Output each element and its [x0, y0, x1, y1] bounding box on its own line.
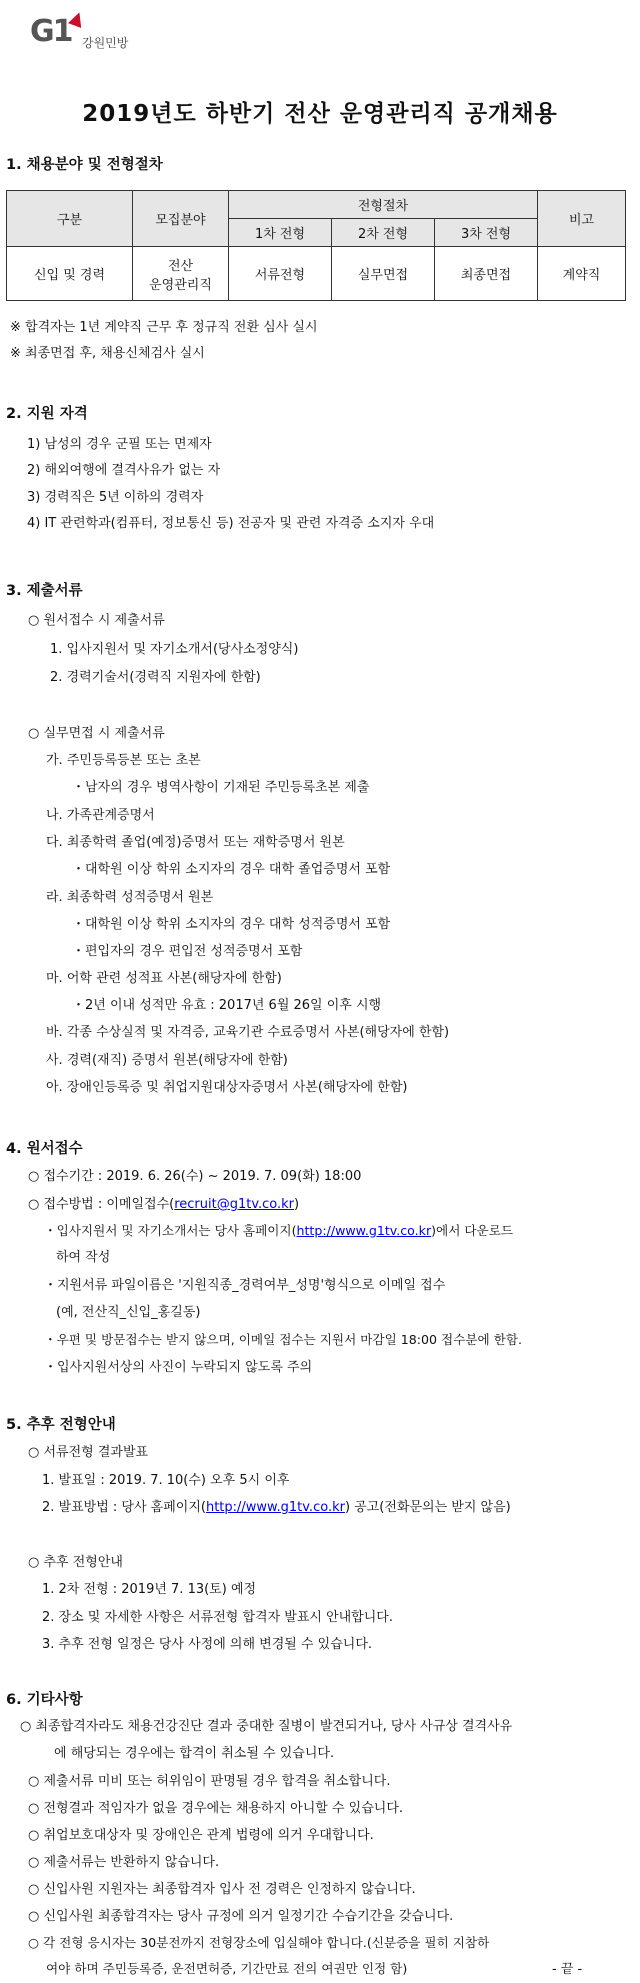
list-item: 라. 최종학력 성적증명서 원본 [46, 890, 214, 905]
list-item: ・대학원 이상 학위 소지자의 경우 대학 성적증명서 포함 [72, 917, 391, 932]
list-item: ・2년 이내 성적만 유효 : 2017년 6월 26일 이후 시행 [72, 998, 382, 1013]
list-item: 1. 2차 전형 : 2019년 7. 13(토) 예정 [42, 1582, 257, 1597]
header-round3: 3차 전형 [435, 219, 538, 247]
list-item: 가. 주민등록등본 또는 초본 [46, 753, 201, 768]
list-item: 나. 가족관계증명서 [46, 808, 155, 823]
documents-apply-header: ○ 원서접수 시 제출서류 [28, 613, 165, 628]
application-bullet: ・우편 및 방문접수는 받지 않으며, 이메일 접수는 지원서 마감일 18:00 접수분에 한함. [44, 1332, 523, 1347]
application-bullet: ・입사지원서상의 사진이 누락되지 않도록 주의 [44, 1360, 313, 1375]
cell-field [133, 247, 229, 301]
table-row [7, 247, 626, 301]
list-item: 다. 최종학력 졸업(예정)증명서 또는 재학증명서 원본 [46, 835, 345, 850]
homepage-link[interactable]: http://www.g1tv.co.kr [296, 1223, 432, 1238]
list-item: 바. 각종 수상실적 및 자격증, 교육기관 수료증명서 사본(해당자에 한함) [46, 1025, 450, 1040]
followup-doc-header: ○ 서류전형 결과발표 [28, 1445, 149, 1460]
cell-round1: 서류전형 [229, 247, 332, 301]
homepage-link[interactable]: http://www.g1tv.co.kr [205, 1500, 345, 1515]
section-heading-4: 4. 원서접수 [6, 1141, 83, 1157]
email-link[interactable]: recruit@g1tv.co.kr [174, 1197, 295, 1212]
cell-note: 계약직 [538, 247, 626, 301]
followup-next-header: ○ 추후 전형안내 [28, 1555, 123, 1570]
list-item: ・남자의 경우 병역사항이 기재된 주민등록초본 제출 [72, 780, 370, 795]
misc-item: ○ 신입사원 지원자는 최종합격자 입사 전 경력은 인정하지 않습니다. [28, 1882, 416, 1897]
application-period: ○ 접수기간 : 2019. 6. 26(수) ~ 2019. 7. 09(화) 18:00 [28, 1169, 362, 1184]
list-item: 2. 경력기술서(경력직 지원자에 한함) [50, 670, 261, 685]
item-text: 2. 발표방법 : 당사 홈페이지( [42, 1500, 206, 1515]
qualification-item: 3) 경력직은 5년 이하의 경력자 [27, 490, 204, 505]
documents-interview-header: ○ 실무면접 시 제출서류 [28, 726, 165, 741]
section-heading-5: 5. 추후 전형안내 [6, 1417, 116, 1433]
list-item: 마. 어학 관련 성적표 사본(해당자에 한함) [46, 971, 282, 986]
application-method-suffix: ) [294, 1197, 300, 1212]
section-heading-3: 3. 제출서류 [6, 583, 83, 599]
application-bullet [44, 1225, 513, 1238]
list-item: 1. 발표일 : 2019. 7. 10(수) 오후 5시 이후 [42, 1473, 290, 1488]
misc-item: ○ 각 전형 응시자는 30분전까지 전형장소에 입실해야 합니다.(신분증을 필히 지참하 [28, 1935, 490, 1950]
page-title: 2019년도 하반기 전산 운영관리직 공개채용 [82, 101, 558, 127]
application-bullet-cont: 하여 작성 [56, 1250, 111, 1265]
qualification-item: 1) 남성의 경우 군필 또는 면제자 [27, 437, 212, 452]
misc-item-cont: 에 해당되는 경우에는 합격이 취소될 수 있습니다. [54, 1746, 335, 1761]
bullet-text: )에서 다운로드 [431, 1223, 514, 1238]
cell-category: 신입 및 경력 [7, 247, 133, 301]
list-item: 2. 장소 및 자세한 사항은 서류전형 합격자 발표시 안내합니다. [42, 1610, 393, 1625]
misc-item: ○ 최종합격자라도 채용건강진단 결과 중대한 질병이 발견되거나, 당사 사규상 결격사유 [20, 1719, 513, 1734]
end-mark: - 끝 - [552, 1962, 583, 1977]
list-item: ・편입자의 경우 편입전 성적증명서 포함 [72, 944, 303, 959]
list-item: 1. 입사지원서 및 자기소개서(당사소정양식) [50, 642, 299, 657]
header-process: 전형절차 [229, 191, 538, 219]
section-heading-6: 6. 기타사항 [6, 1692, 83, 1708]
misc-item: ○ 제출서류 미비 또는 허위임이 판명될 경우 합격을 취소합니다. [28, 1774, 391, 1789]
application-bullet: ・지원서류 파일이름은 '지원직종_경력여부_성명'형식으로 이메일 접수 [44, 1278, 446, 1293]
cell-round3: 최종면접 [435, 247, 538, 301]
section-heading-2: 2. 지원 자격 [6, 406, 88, 422]
header-category: 구분 [7, 191, 133, 247]
note-line: ※ 최종면접 후, 채용신체검사 실시 [10, 346, 205, 361]
application-method-label: ○ 접수방법 : 이메일접수( [28, 1197, 175, 1212]
application-method [28, 1198, 299, 1211]
misc-item-cont: 여야 하며 주민등록증, 운전면허증, 기간만료 전의 여권만 인정 함) [46, 1961, 408, 1976]
cell-field-line1: 전산 [167, 258, 194, 274]
bullet-text: ・입사지원서 및 자기소개서는 당사 홈페이지( [44, 1223, 297, 1238]
misc-item: ○ 취업보호대상자 및 장애인은 관계 법령에 의거 우대합니다. [28, 1828, 374, 1843]
header-note: 비고 [538, 191, 626, 247]
misc-item: ○ 제출서류는 반환하지 않습니다. [28, 1855, 220, 1870]
note-line: ※ 합격자는 1년 계약직 근무 후 정규직 전환 심사 실시 [10, 320, 318, 335]
cell-field-line2: 운영관리직 [149, 277, 212, 293]
cell-round2: 실무면접 [332, 247, 435, 301]
misc-item: ○ 전형결과 적임자가 없을 경우에는 채용하지 아니할 수 있습니다. [28, 1801, 404, 1816]
list-item [42, 1501, 511, 1514]
section-heading-1: 1. 채용분야 및 전형절차 [6, 157, 163, 173]
logo-name: 강원민방 [82, 36, 129, 50]
list-item: ・대학원 이상 학위 소지자의 경우 대학 졸업증명서 포함 [72, 862, 391, 877]
logo-mark: G1 [30, 14, 72, 49]
application-bullet-cont: (예, 전산직_신입_홍길동) [56, 1305, 201, 1320]
qualification-item: 4) IT 관련학과(컴퓨터, 정보통신 등) 전공자 및 관련 자격증 소지자 우대 [27, 516, 435, 531]
list-item: 아. 장애인등록증 및 취업지원대상자증명서 사본(해당자에 한함) [46, 1080, 408, 1095]
qualification-item: 2) 해외여행에 결격사유가 없는 자 [27, 463, 221, 478]
list-item: 사. 경력(재직) 증명서 원본(해당자에 한함) [46, 1053, 288, 1068]
header-round2: 2차 전형 [332, 219, 435, 247]
misc-item: ○ 신입사원 최종합격자는 당사 규정에 의거 일정기간 수습기간을 갖습니다. [28, 1909, 454, 1924]
recruitment-table [6, 190, 626, 301]
header-field: 모집분야 [133, 191, 229, 247]
header-round1: 1차 전형 [229, 219, 332, 247]
item-text: ) 공고(전화문의는 받지 않음) [344, 1500, 511, 1515]
list-item: 3. 추후 전형 일정은 당사 사정에 의해 변경될 수 있습니다. [42, 1637, 373, 1652]
